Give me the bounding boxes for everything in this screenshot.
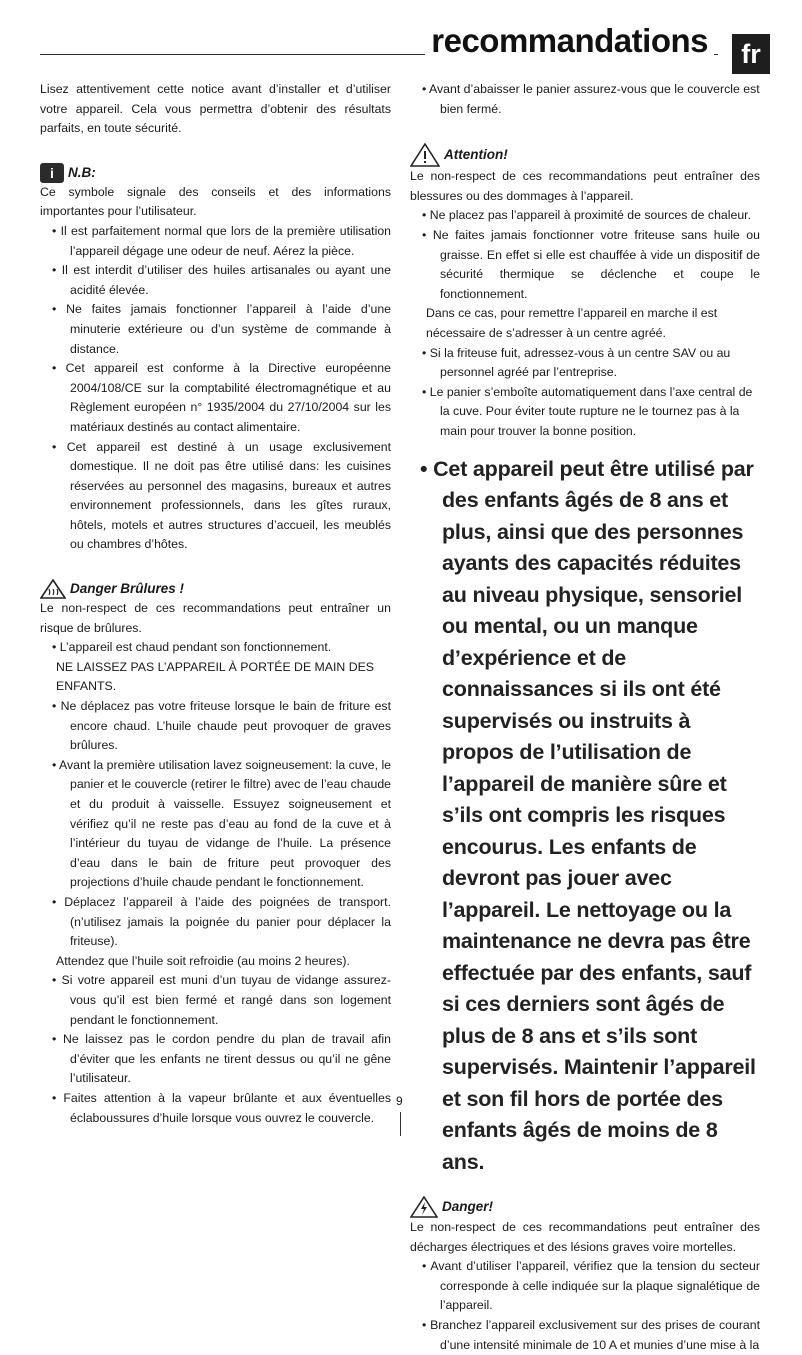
- list-item: • Faites attention à la vapeur brûlante et aux éventuelles éclaboussures d’huile lorsque vous ouvrez le couvercle.: [52, 1090, 391, 1125]
- nb-heading: [40, 163, 391, 183]
- warning-icon: [410, 143, 440, 167]
- info-icon: i: [40, 163, 64, 183]
- nb-text: Ce symbole signale des conseils et des informations importantes pour l’utilisateur.: [40, 184, 391, 219]
- language-tag: fr: [732, 34, 770, 74]
- nb-heading-label: N.B:: [68, 164, 96, 180]
- page-title: recommandations: [425, 22, 714, 60]
- list-item: • Ne faites jamais fonctionner l’appareil à l’aide d’une minuterie extérieure ou d’un système de commande à distance.: [52, 302, 391, 356]
- electric-warning-icon: [410, 1196, 438, 1218]
- page-header: [40, 22, 770, 78]
- list-item: • Il est parfaitement normal que lors de la première utilisation l’appareil dégage une odeur de neuf. Aérez la pièce.: [52, 223, 391, 258]
- danger-heading: [410, 1196, 760, 1218]
- list-item: • Si la friteuse fuit, adressez-vous à un centre SAV ou au personnel agréé par l’entreprise.: [422, 345, 731, 380]
- list-item: • Avant la première utilisation lavez soigneusement: la cuve, le panier et le couvercle (retirer le filtre) avec de l’eau chaude et du produit à vaisselle. Essuyez soigneusement et vérifiez qu’il ne reste pas d’eau au fond de la cuve et à l’intérieur du tuyau de vidange de l’huile. La présence d’eau dans le bain de friture peut provoquer des projections d’huile chaude pendant le fonctionnement.: [52, 757, 392, 890]
- left-column: [40, 80, 391, 1128]
- list-item: • Avant d’abaisser le panier assurez-vous que le couvercle est bien fermé.: [422, 82, 760, 116]
- note-line: NE LAISSEZ PAS L’APPAREIL À PORTÉE DE MAIN DES ENFANTS.: [56, 659, 375, 694]
- list-item: • Cet appareil est destiné à un usage exclusivement domestique. Il ne doit pas être utilisé dans: les cuisines réservées au personnel des magasins, bureaux et autres environnement professionnels, dans les gîtes ruraux, hôtels, motels et autres structures d’accueil, les meublés ou chambres d’hôtes.: [52, 439, 391, 552]
- note-line: Dans ce cas, pour remettre l’appareil en marche il est nécessaire de s’adresser à un centre agréé.: [426, 306, 718, 340]
- list-item: • Il est interdit d’utiliser des huiles artisanales ou ayant une acidité élevée.: [52, 263, 391, 297]
- list-item: • Branchez l’appareil exclusivement sur des prises de courant d’une intensité minimale de 10 A et munies d’une mise à la: [422, 1317, 760, 1352]
- page-number: 9: [396, 1094, 403, 1108]
- page-tick: [400, 1112, 401, 1136]
- danger-heading-label: Danger!: [442, 1199, 494, 1215]
- list-item: • L’appareil est chaud pendant son fonctionnement.: [52, 640, 332, 655]
- attention-heading: [410, 143, 760, 167]
- list-item: • Cet appareil est conforme à la Directive européenne 2004/108/CE sur la comptabilité électromagnétique et au Règlement européen n° 1935/2004 du 27/10/2004 sur les matériaux destinés au contact alimentaire.: [52, 361, 391, 434]
- list-item: • Ne faites jamais fonctionner votre friteuse sans huile ou graisse. En effet si elle est chauffée à vide un dispositif de sécurité thermique se déclenche et coupe le fonctionnement.: [422, 227, 760, 301]
- list-item: • Ne laissez pas le cordon pendre du plan de travail afin d’éviter que les enfants ne tirent dessus ou qu’il ne gêne l’utilisateur.: [52, 1032, 391, 1086]
- list-item: • Avant d’utiliser l’appareil, vérifiez que la tension du secteur corresponde à celle indiquée sur la plaque signalétique de l’appareil.: [422, 1259, 760, 1313]
- heat-warning-icon: [40, 579, 66, 599]
- list-item: • Déplacez l’appareil à l’aide des poignées de transport. (n’utilisez jamais la poignée du panier pour déplacer la friteuse).: [52, 894, 391, 949]
- list-item: • Le panier s’emboîte automatiquement dans l’axe central de la cuve. Pour éviter toute rupture ne le tournez pas à la main pour trouver la bonne position.: [422, 384, 753, 438]
- burn-heading-label: Danger Brûlures !: [70, 581, 185, 597]
- right-column: [410, 80, 760, 1355]
- burn-heading: [40, 579, 391, 599]
- children-warning: • Cet appareil peut être utilisé par des enfants âgés de 8 ans et plus, ainsi que des personnes ayants des capacités réduites au niveau physique, sensoriel ou mental, ou un manque d’expérience et de connaissances si ils ont été supervisés ou instruits à propos de l’utilisation de l’appareil de manière sûre et s’ils ont compris les risques encourus. Les enfants de devront pas jouer avec l’appareil. Le nettoyage ou la maintenance ne devra pas être effectuée par des enfants, sauf si ces derniers sont âgés de plus de 8 ans et s’ils sont supervisés. Maintenir l’appareil et son fil hors de portée des enfants âgés de moins de 8 ans.: [420, 456, 756, 1174]
- list-item: • Si votre appareil est muni d’un tuyau de vidange assurez-vous qu’il est bien fermé et rangé dans son logement pendant le fonctionnement.: [52, 973, 391, 1027]
- danger-text: Le non-respect de ces recommandations peut entraîner des décharges électriques et des lésions graves voire mortelles.: [410, 1220, 760, 1254]
- intro-paragraph: Lisez attentivement cette notice avant d’installer et d’utiliser votre appareil. Cela vous permettra d’obtenir des résultats parfaits, en toute sécurité.: [40, 82, 391, 136]
- note-line: Attendez que l’huile soit refroidie (au moins 2 heures).: [56, 953, 350, 968]
- list-item: • Ne déplacez pas votre friteuse lorsque le bain de friture est encore chaud. L’huile chaude peut provoquer de graves brûlures.: [52, 699, 391, 753]
- attention-text: Le non-respect de ces recommandations peut entraîner des blessures ou des dommages à l’appareil.: [410, 169, 760, 203]
- burn-text: Le non-respect de ces recommandations peut entraîner un risque de brûlures.: [40, 601, 391, 635]
- attention-heading-label: Attention!: [444, 147, 508, 163]
- list-item: • Ne placez pas l’appareil à proximité de sources de chaleur.: [422, 208, 751, 223]
